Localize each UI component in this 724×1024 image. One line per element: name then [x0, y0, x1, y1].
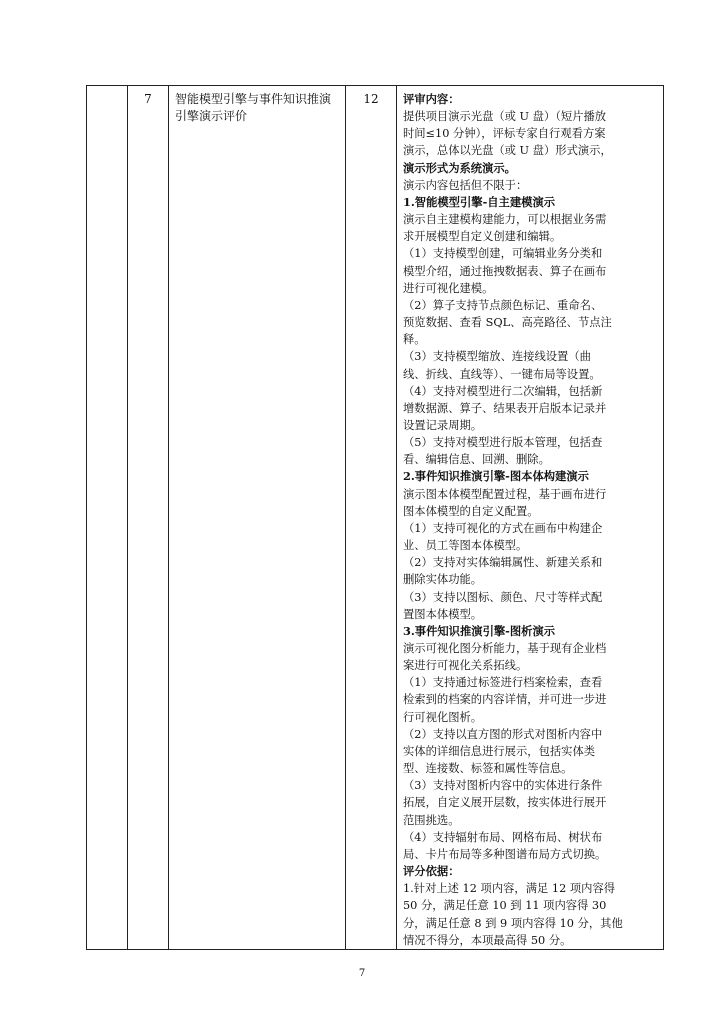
content-line: 范围挑选。	[403, 813, 460, 827]
content-line: 业、员工等图本体模型。	[403, 539, 528, 553]
content-line: 演示，总体以光盘（或 U 盘）形式演示，	[403, 144, 612, 158]
content-line: 演示形式为系统演示。	[403, 160, 516, 175]
content-line: 50 分，满足任意 10 到 11 项内容得 30	[403, 899, 607, 913]
content-line: 演示图本体模型配置过程，基于画布进行	[403, 487, 607, 501]
table-row	[87, 86, 664, 950]
content-line: （1）支持模型创建，可编辑业务分类和	[403, 247, 603, 261]
content-line: 设置记录周期。	[403, 418, 483, 432]
content-line: 评审内容：	[403, 92, 460, 106]
content-line: 模型介绍，通过拖拽数据表、算子在画布	[403, 264, 607, 278]
review-content-cell	[397, 86, 664, 950]
content-line: 1.智能模型引擎-自主建模演示	[403, 194, 556, 209]
content-line: 释。	[403, 333, 426, 347]
page-number: 7	[358, 968, 366, 979]
blank-cell	[87, 86, 128, 950]
content-line: 预览数据、查看 SQL、高亮路径、节点注	[403, 316, 612, 330]
content-line: 局、卡片布局等多种图谱布局方式切换。	[403, 847, 607, 861]
content-line: 演示可视化图分析能力，基于现有企业档	[403, 642, 607, 655]
content-line: 行可视化图析。	[403, 710, 483, 724]
content-line: 求开展模型自定义创建和编辑。	[403, 230, 562, 244]
review-content	[403, 91, 659, 949]
content-line: 删除实体功能。	[403, 573, 483, 587]
content-line: 看、编辑信息、回溯、删除。	[403, 453, 550, 467]
content-line: （3）支持对图析内容中的实体进行条件	[403, 779, 603, 793]
content-line: 案进行可视化关系拓线。	[403, 659, 528, 673]
content-line: 提供项目演示光盘（或 U 盘）（短片播放	[403, 110, 607, 124]
content-line: （1）支持可视化的方式在画布中构建企	[403, 521, 603, 535]
content-line: 型、连接数、标签和属性等信息。	[403, 762, 573, 776]
content-line: 2.事件知识推演引擎-图本体构建演示	[403, 469, 589, 484]
content-line: （3）支持以图标、颜色、尺寸等样式配	[403, 590, 603, 604]
content-line: 分，满足任意 8 到 9 项内容得 10 分，其他	[403, 916, 623, 930]
content-line: （4）支持辐射布局、网格布局、树状布	[403, 830, 603, 844]
content-line: （2）支持以直方图的形式对图析内容中	[403, 727, 603, 741]
content-line: （3）支持模型缩放、连接线设置（曲	[403, 350, 591, 364]
content-line: 图本体模型的自定义配置。	[403, 504, 539, 518]
content-line: 情况不得分，本项最高得 50 分。	[403, 933, 572, 947]
content-line: （1）支持通过标签进行档案检索，查看	[403, 676, 603, 690]
content-line: 演示自主建模构建能力，可以根据业务需	[403, 213, 607, 227]
content-line: 拓展，自定义展开层数，按实体进行展开	[403, 796, 607, 810]
item-name: 智能模型引擎与事件知识推演引擎演示评价	[169, 86, 346, 950]
content-line: （2）支持对实体编辑属性、新建关系和	[403, 556, 603, 570]
content-line: （4）支持对模型进行二次编辑，包括新	[403, 384, 603, 398]
item-score: 12	[346, 86, 397, 950]
content-line: 线、折线、直线等）、一键布局等设置。	[403, 367, 601, 381]
content-line: 3.事件知识推演引擎-图析演示	[403, 623, 556, 638]
content-line: 1.针对上述 12 项内容，满足 12 项内容得	[403, 882, 616, 896]
item-number: 7	[128, 86, 169, 950]
content-line: 置图本体模型。	[403, 607, 483, 621]
content-line: 实体的详细信息进行展示，包括实体类	[403, 744, 596, 758]
content-line: （2）算子支持节点颜色标记、重命名、	[403, 298, 603, 312]
content-line: 时间≤10 分钟），评标专家自行观看方案	[403, 127, 606, 141]
content-line: 评分依据：	[403, 864, 460, 879]
content-line: 增数据源、算子、结果表开启版本记录并	[403, 401, 607, 415]
content-line: （5）支持对模型进行版本管理，包括查	[403, 436, 603, 450]
content-line: 检索到的档案的内容详情，并可进一步进	[403, 693, 607, 707]
evaluation-table	[86, 85, 664, 950]
content-line: 进行可视化建模。	[403, 281, 494, 295]
content-line: 演示内容包括但不限于：	[403, 178, 528, 192]
